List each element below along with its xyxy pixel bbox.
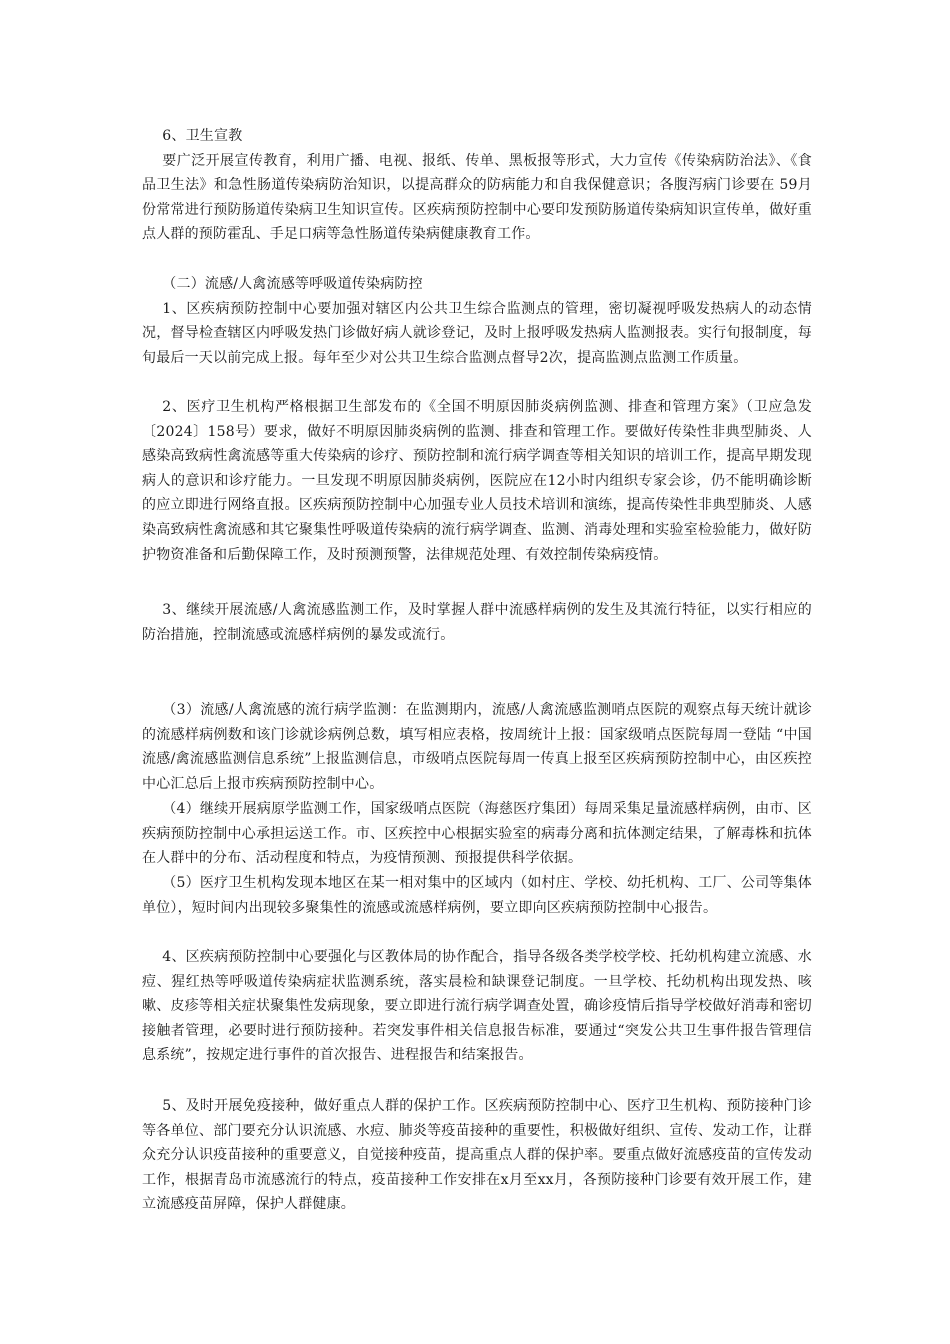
heading-hygiene-education: 6、卫生宣教 [162,128,243,144]
paragraph-subitem-3: （3）流感/人禽流感的流行病学监测：在监测期内，流感/人禽流感监测哨点医院的观察点每天统计就诊的流感样病例数和该门诊就诊病例总数，填写相应表格，按周统计上报：国家级哨点医院每周一登陆 “中国流感/禽流感监测信息系统”上报监测信息，市级哨点医院每周一传真上报至区疾病预防控制中心，由区疾控中心汇总后上报市疾病预防控制中心。 [142,702,812,792]
paragraph-item-3: 3、继续开展流感/人禽流感监测工作，及时掌握人群中流感样病例的发生及其流行特征，以实行相应的防治措施，控制流感或流感样病例的暴发或流行。 [142,602,812,643]
paragraph-subitem-5: （5）医疗卫生机构发现本地区在某一相对集中的区域内（如村庄、学校、幼托机构、工厂、公司等集体单位），短时间内出现较多聚集性的流感或流感样病例，要立即向区疾病预防控制中心报告。 [142,875,812,916]
paragraph-item-2: 2、医疗卫生机构严格根据卫生部发布的《全国不明原因肺炎病例监测、排查和管理方案》（卫应急发〔2024〕158号）要求，做好不明原因肺炎病例的监测、排查和管理工作。要做好传染性非典型肺炎、人感染高致病性禽流感等重大传染病的诊疗、预防控制和流行病学调查等相关知识的培训工作，提高早期发现病人的意识和诊疗能力。一旦发现不明原因肺炎病例，医院应在12小时内组织专家会诊，仍不能明确诊断的应立即进行网络直报。区疾病预防控制中心加强专业人员技术培训和演练，提高传染性非典型肺炎、人感染高致病性禽流感和其它聚集性呼吸道传染病的流行病学调查、监测、消毒处理和实验室检验能力，做好防护物资准备和后勤保障工作，及时预测预警，法律规范处理、有效控制传染病疫情。 [142,399,812,563]
paragraph-hygiene-education: 要广泛开展宣传教育，利用广播、电视、报纸、传单、黑板报等形式，大力宣传《传染病防治法》、《食品卫生法》和急性肠道传染病防治知识，以提高群众的防病能力和自我保健意识；各腹泻病门诊要在 59月份常常进行预防肠道传染病卫生知识宣传。区疾病预防控制中心要印发预防肠道传染病知识宣传单，做好重点人群的预防霍乱、手足口病等急性肠道传染病健康教育工作。 [142,152,812,243]
heading-respiratory-control: （二）流感/人禽流感等呼吸道传染病防控 [162,276,423,292]
paragraph-item-5: 5、及时开展免疫接种，做好重点人群的保护工作。区疾病预防控制中心、医疗卫生机构、预防接种门诊等各单位、部门要充分认识流感、水痘、肺炎等疫苗接种的重要性，积极做好组织、宣传、发动工作，让群众充分认识疫苗接种的重要意义，自觉接种疫苗，提高重点人群的保护率。要重点做好流感疫苗的宣传发动工作，根据青岛市流感流行的特点，疫苗接种工作安排在x月至xx月，各预防接种门诊要有效开展工作，建立流感疫苗屏障，保护人群健康。 [142,1098,812,1213]
paragraph-item-4: 4、区疾病预防控制中心要强化与区教体局的协作配合，指导各级各类学校学校、托幼机构建立流感、水痘、猩红热等呼吸道传染病症状监测系统，落实晨检和缺课登记制度。一旦学校、托幼机构出现发热、咳嗽、皮疹等相关症状聚集性发病现象，要立即进行流行病学调查处置，确诊疫情后指导学校做好消毒和密切接触者管理，必要时进行预防接种。若突发事件相关信息报告标准，要通过“突发公共卫生事件报告管理信息系统”，按规定进行事件的首次报告、进程报告和结案报告。 [142,949,812,1064]
paragraph-subitem-4: （4）继续开展病原学监测工作，国家级哨点医院（海慈医疗集团）每周采集足量流感样病例，由市、区疾病预防控制中心承担运送工作。市、区疾控中心根据实验室的病毒分离和抗体测定结果，了解毒株和抗体在人群中的分布、活动程度和特点，为疫情预测、预报提供科学依据。 [142,801,812,867]
paragraph-item-1: 1、区疾病预防控制中心要加强对辖区内公共卫生综合监测点的管理，密切凝视呼吸发热病人的动态情况，督导检查辖区内呼吸发热门诊做好病人就诊登记，及时上报呼吸发热病人监测报表。实行旬报制度，每旬最后一天以前完成上报。每年至少对公共卫生综合监测点督导2次，提高监测点监测工作质量。 [142,300,812,366]
